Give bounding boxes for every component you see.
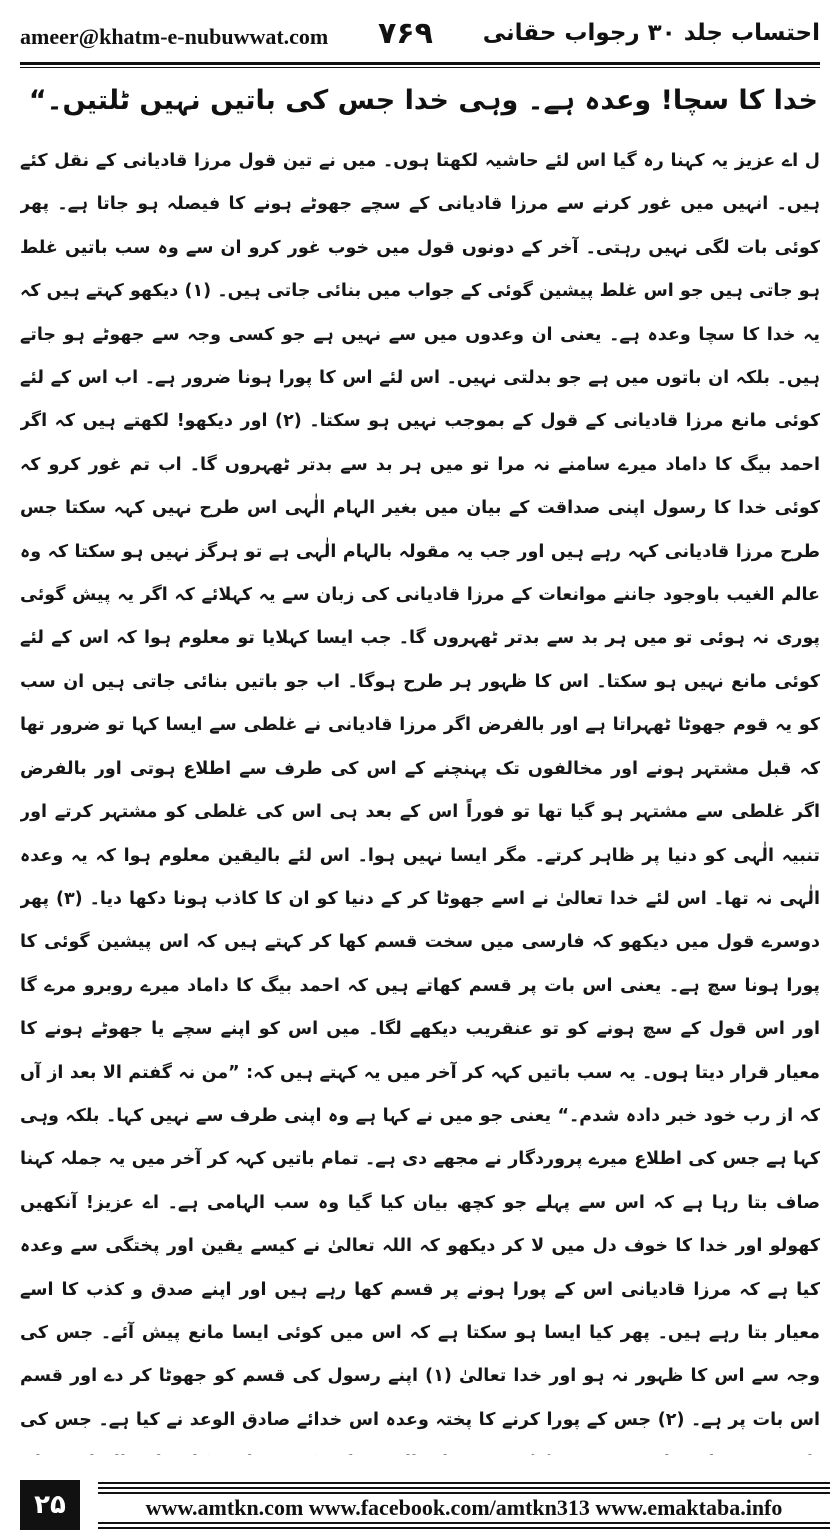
page-number: ۷۶۹ [378,16,433,51]
running-head: احتساب جلد ۳۰ رجواب حقانی [482,20,820,46]
footer-page-box: ۲۵ [20,1480,80,1530]
header-rule-thick [20,62,820,65]
header-rule-thin [20,67,820,68]
paragraph-text: ل اے عزیز یہ کہنا رہ گیا اس لئے حاشیہ لکھتا ہوں۔ میں نے تین قول مرزا قادیانی کے نقل کئے ہیں۔ انہیں میں غور کرنے سے مرزا قادیانی کے سچے جھوٹے ہونے کا فیصلہ ہو جاتا ہے۔ پھر کوئی بات لگی نہیں رہتی۔ آخر کے دونوں قول میں خوب غور کرو ان سے وہ سب باتیں غلط ہو جاتی ہیں جو اس غلط پیشین گوئی کے جواب میں بنائی جاتی ہیں۔ (۱) دیکھو کہتے ہیں کہ یہ خدا کا سچا وعدہ ہے۔ یعنی ان وعدوں میں سے نہیں ہے جو کسی وجہ سے جھوٹے ہو جاتے ہیں۔ بلکہ ان باتوں میں ہے جو بدلتی نہیں۔ اس لئے اس کا پورا ہونا ضرور ہے۔ اب اس کے لئے کوئی مانع مرزا قادیانی کے قول کے بموجب نہیں ہو سکتا۔ (۲) اور دیکھو! لکھتے ہیں کہ اگر احمد بیگ کا داماد میرے سامنے نہ مرا تو میں ہر بد سے بدتر ٹھہروں گا۔ اب تم غور کرو کہ کوئی خدا کا رسول اپنی صداقت کے بیان میں بغیر الہام الٰہی اس طرح نہیں کہہ سکتا جس طرح مرزا قادیانی کہہ رہے ہیں اور جب یہ مقولہ بالہام الٰہی ہے تو ہرگز نہیں ہو سکتا کہ وہ عالم الغیب باوجود جاننے موانعات کے مرزا قادیانی کی زبان سے یہ کہلائے کہ اگر یہ پیش گوئی پوری نہ ہوئی تو میں ہر بد سے بدتر ٹھہروں گا۔ جب ایسا کہلایا تو معلوم ہوا کہ اس کے لئے کوئی مانع نہیں ہو سکتا۔ اس کا ظہور ہر طرح ہوگا۔ اب جو باتیں بنائی جاتی ہیں ان سب کو یہ قوم جھوٹا ٹھہراتا ہے اور بالفرض اگر مرزا قادیانی نے غلطی سے ایسا کہا تو ضرور تھا کہ قبل مشتہر ہونے اور مخالفوں تک پہنچنے کے اس کی طرف سے اطلاع ہوتی اور بالفرض اگر غلطی سے مشتہر ہو گیا تھا تو فوراً اس کے بعد ہی اس کی غلطی کو مشتہر کرتے اور تنبیہ الٰہی کو دنیا پر ظاہر کرتے۔ مگر ایسا نہیں ہوا۔ اس لئے بالیقین معلوم ہوا کہ یہ وعدہ الٰہی نہ تھا۔ اس لئے خدا تعالیٰ نے اسے جھوٹا کر کے دنیا کو ان کا کاذب ہونا دکھا دیا۔ (۳) پھر دوسرے قول میں دیکھو کہ فارسی میں سخت قسم کھا کر کہتے ہیں کہ اس پیشین گوئی کا پورا ہونا سچ ہے۔ یعنی اس بات پر قسم کھاتے ہیں کہ احمد بیگ کا داماد میرے روبرو مرے گا اور اس قول کے سچ ہونے کو تو عنقریب دیکھے لگا۔ میں اس کو اپنے سچے یا جھوٹے ہونے کا معیار قرار دیتا ہوں۔ یہ سب باتیں کہہ کر آخر میں یہ کہتے ہیں کہ: ”من نہ گفتم الا بعد از آں کہ از رب خود خبر دادہ شدم۔“ یعنی جو میں نے کہا ہے وہ اپنی طرف سے نہیں کہا۔ بلکہ وہی کہا ہے جس کی اطلاع میرے پروردگار نے مجھے دی ہے۔ تمام باتیں کہہ کر آخر میں یہ جملہ کہنا صاف بتا رہا ہے کہ اس سے پہلے جو کچھ بیان کیا گیا وہ سب الہامی ہے۔ اے عزیز! آنکھیں کھولو اور خدا کا خوف دل میں لا کر دیکھو کہ اللہ تعالیٰ نے کیسے یقین اور پختگی سے وعدہ کیا ہے کہ مرزا قادیانی اس کے پورا ہونے پر قسم کھا رہے ہیں اور اپنے صدق و کذب کا اسے معیار بتا رہے ہیں۔ پھر کیا ایسا ہو سکتا ہے کہ اس میں کوئی ایسا مانع پیش آئے۔ جس کی وجہ سے اس کا ظہور نہ ہو اور خدا تعالیٰ (۱) اپنے رسول کی قسم کو جھوٹا کر دے اور قسم اس بات پر ہے۔ (۲) جس کے پورا کرنے کا پختہ وعدہ اس خدائے صادق الوعد نے کیا ہے۔ جس کی [20,151,820,1430]
footnote-paragraph [20,140,820,1455]
footer-urls[interactable]: www.amtkn.com www.facebook.com/amtkn313 www.emaktaba.info [98,1494,830,1522]
page-header [0,0,840,62]
page-footer [0,1478,840,1540]
email-address: ameer@khatm-e-nubuwwat.com [20,24,329,49]
footnote-body [20,140,820,1455]
quote-line: خدا کا سچا! وعدہ ہے۔ وہی خدا جس کی باتیں نہیں ٹلتیں۔“ [28,85,818,116]
